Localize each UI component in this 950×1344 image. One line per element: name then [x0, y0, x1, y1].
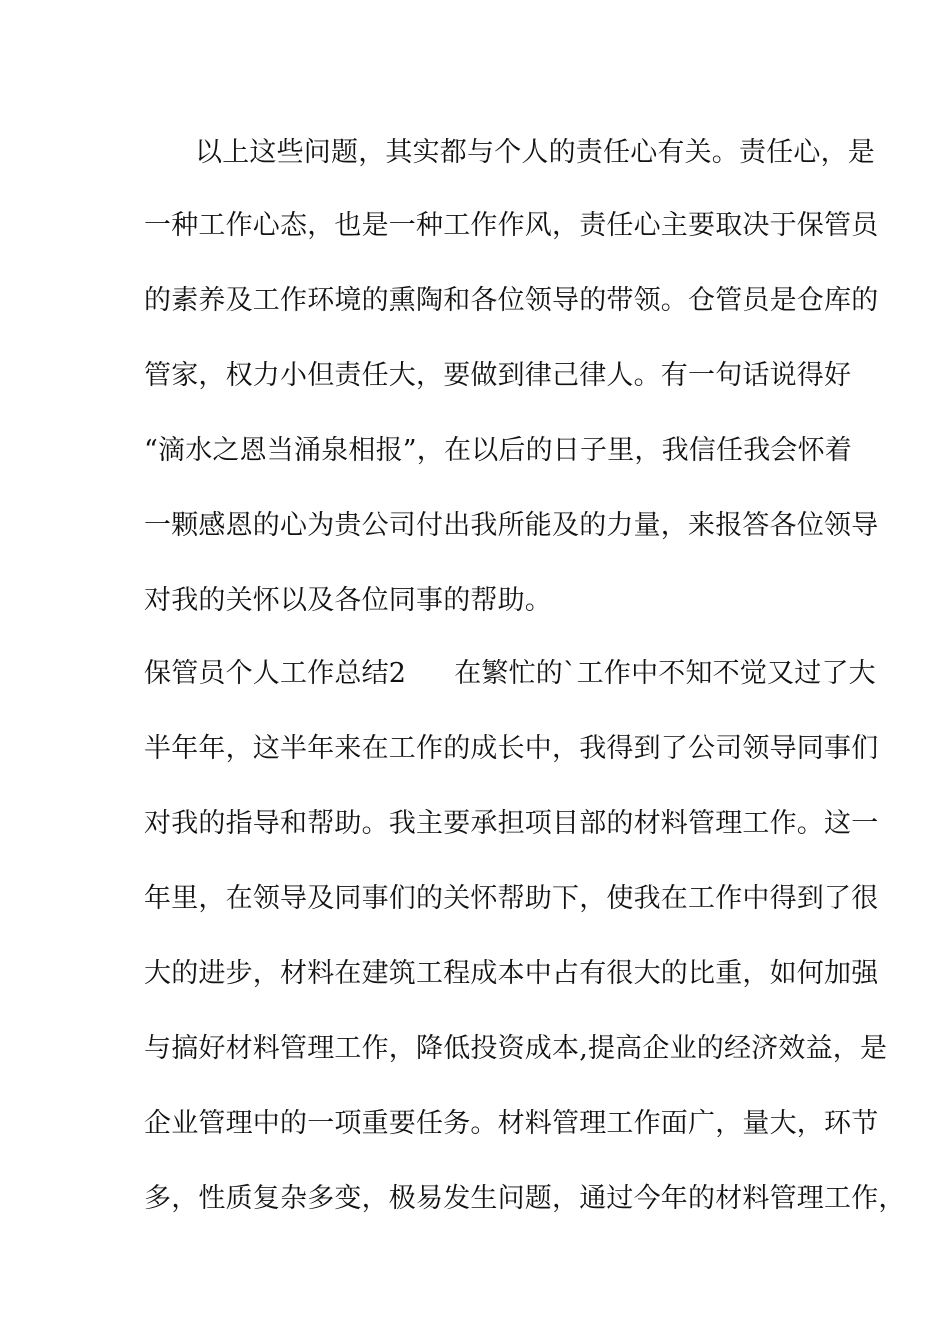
paragraph-line: 一种工作心态，也是一种工作作风，责任心主要取决于保管员	[144, 210, 879, 241]
paragraph-line: 企业管理中的一项重要任务。材料管理工作面广，量大，环节	[144, 1108, 879, 1139]
paragraph-line: “滴水之恩当涌泉相报”，在以后的日子里，我信任我会怀着	[144, 435, 853, 466]
paragraph-line: 年里，在领导及同事们的关怀帮助下，使我在工作中得到了很	[144, 883, 879, 914]
paragraph-line: 以上这些问题，其实都与个人的责任心有关。责任心，是	[195, 137, 875, 168]
paragraph-line: 管家，权力小但责任大，要做到律己律人。有一句话说得好	[144, 360, 852, 391]
paragraph-line: 一颗感恩的心为贵公司付出我所能及的力量，来报答各位领导	[144, 510, 879, 541]
section-heading-line	[144, 654, 876, 694]
paragraph-line: 的素养及工作环境的熏陶和各位领导的带领。仓管员是仓库的	[144, 285, 879, 316]
paragraph-line: 对我的指导和帮助。我主要承担项目部的材料管理工作。这一	[144, 808, 879, 839]
section-title: 保管员个人工作总结2	[144, 658, 407, 689]
paragraph-line: 多，性质复杂多变，极易发生问题，通过今年的材料管理工作，	[144, 1183, 906, 1214]
paragraph-line: 与搞好材料管理工作，降低投资成本,提高企业的经济效益，是	[144, 1033, 888, 1064]
section-first-sentence: 在繁忙的`工作中不知不觉又过了大	[454, 658, 876, 689]
paragraph-line: 大的进步，材料在建筑工程成本中占有很大的比重，如何加强	[144, 958, 879, 989]
paragraph-line: 对我的关怀以及各位同事的帮助。	[144, 585, 552, 616]
paragraph-line: 半年年，这半年来在工作的成长中，我得到了公司领导同事们	[144, 733, 879, 764]
